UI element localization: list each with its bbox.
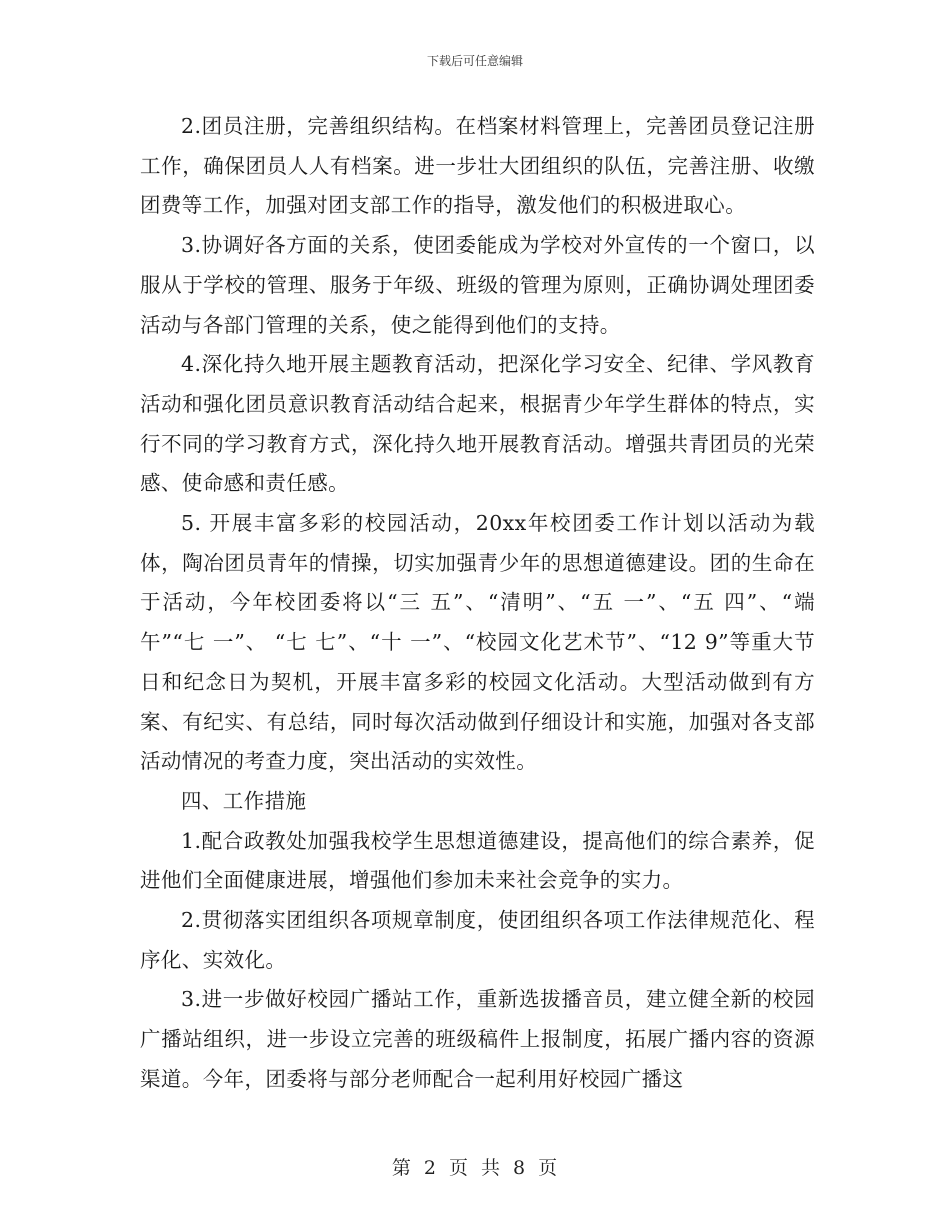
paragraph-7: 3.进一步做好校园广播站工作，重新选拔播音员，建立健全新的校园广播站组织，进一步设立完善的班级稿件上报制度，拓展广播内容的资源渠道。今年，团委将与部分老师配合一起利用好校园广播这 xyxy=(140,987,815,1091)
page-footer xyxy=(0,1153,950,1180)
paragraph-6: 2.贯彻落实团组织各项规章制度，使团组织各项工作法律规范化、程序化、实效化。 xyxy=(140,908,815,972)
footer-label-di: 第 xyxy=(391,1157,412,1179)
footer-label-gong: 共 xyxy=(481,1157,502,1179)
section-heading: 四、工作措施 xyxy=(181,788,307,813)
paragraph-3: 4.深化持久地开展主题教育活动，把深化学习安全、纪律、学风教育活动和强化团员意识教育活动结合起来，根据青少年学生群体的特点，实行不同的学习教育方式，深化持久地开展教育活动。增强共青团员的光荣感、使命感和责任感。 xyxy=(140,352,815,496)
paragraph-2: 3.协调好各方面的关系，使团委能成为学校对外宣传的一个窗口，以服从于学校的管理、服务于年级、班级的管理为原则，正确协调处理团委活动与各部门管理的关系，使之能得到他们的支持。 xyxy=(140,233,815,337)
footer-current-page: 2 xyxy=(423,1157,437,1179)
footer-total-pages: 8 xyxy=(513,1157,527,1179)
footer-label-ye2: 页 xyxy=(538,1157,559,1179)
document-body xyxy=(140,107,815,1100)
footer-label-ye: 页 xyxy=(448,1157,469,1179)
paragraph-4: 5. 开展丰富多彩的校园活动，20xx年校团委工作计划以活动为载体，陶冶团员青年的情操，切实加强青少年的思想道德建设。团的生命在于活动，今年校团委将以“三 五”、“清明”、“五 一”、“五 四”、“端午”“七 一”、 “七 七”、“十 一”、“校园文化艺术节”、“12 9”等重大节日和纪念日为契机，开展丰富多彩的校园文化活动。大型活动做到有方案、有纪实、有总结，同时每次活动做到仔细设计和实施，加强对各支部活动情况的考查力度，突出活动的实效性。 xyxy=(140,511,815,774)
paragraph-5: 1.配合政教处加强我校学生思想道德建设，提高他们的综合素养，促进他们全面健康进展，增强他们参加未来社会竞争的实力。 xyxy=(140,828,815,893)
paragraph-1: 2.团员注册，完善组织结构。在档案材料管理上，完善团员登记注册工作，确保团员人人有档案。进一步壮大团组织的队伍，完善注册、收缴团费等工作，加强对团支部工作的指导，激发他们的积极进取心。 xyxy=(140,114,815,218)
page-header: 下载后可任意编辑 xyxy=(426,54,523,68)
